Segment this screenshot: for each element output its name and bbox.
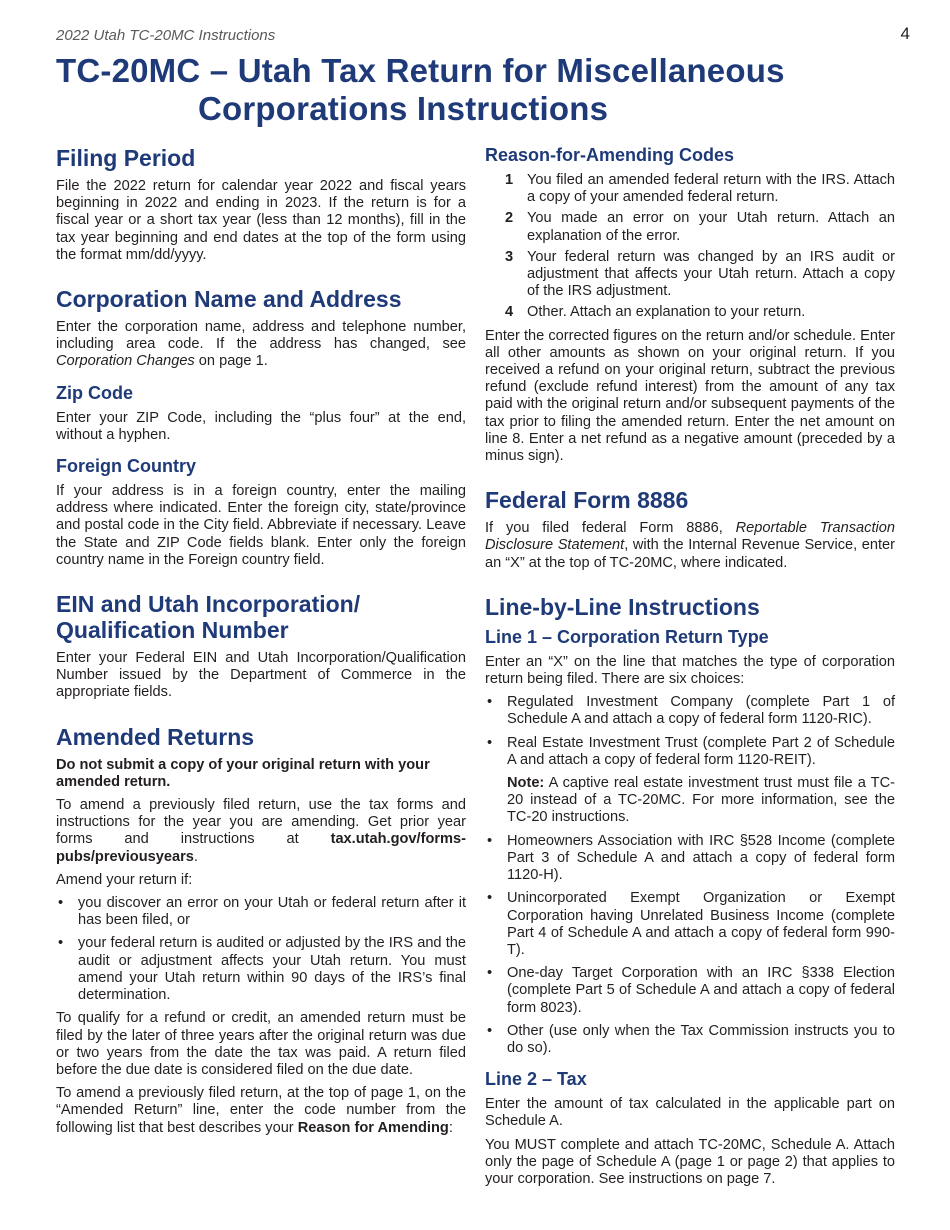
code-item	[505, 249, 895, 301]
codes-text: Enter the corrected figures on the return and/or schedule. Enter all other amounts as shown on your original return. If you received a refund on your original return, subtract the previous refund (exclude refund interest) from the amount of any tax paid with the original return and/or subsequent payments of the tax prior to filing the amended return. Enter the net amount on line 8. Enter a net refund as a negative amount (preceded by a minus sign).	[485, 327, 895, 465]
line1-heading: Line 1 – Corporation Return Type	[485, 626, 769, 647]
note-label: Note:	[507, 775, 545, 792]
form8886-heading: Federal Form 8886	[485, 487, 689, 514]
list-item: • One-day Target Corporation with an IRC §338 Election (complete Part 5 of Schedule A and attach a copy of federal form 8023).	[485, 965, 895, 1017]
list-item: • you discover an error on your Utah or federal return after it has been filed, or	[56, 895, 466, 929]
list-item: • Real Estate Investment Trust (complete Part 2 of Schedule A and attach a copy of federal form 1120-REIT).	[485, 735, 895, 769]
title-line-2: Corporations Instructions	[198, 90, 609, 127]
ein-heading-line-1: EIN and Utah Incorporation/	[56, 591, 361, 618]
corp-changes-ref: Corporation Changes	[56, 353, 195, 370]
amend-if-text: Amend your return if:	[56, 871, 193, 888]
code-text: You made an error on your Utah return. Attach an explanation of the error.	[527, 210, 895, 244]
filing-period-text: File the 2022 return for calendar year 2022 and fiscal years beginning in 2022 and ending in 2023. If the return is for a fiscal year or a short tax year (less than 12 months), fill in the tax year beginning and end dates at the top of the form using the format mm/dd/yyyy.	[56, 178, 466, 263]
list-item: • Homeowners Association with IRC §528 Income (complete Part 3 of Schedule A and attach a copy of federal form 1120-H).	[485, 833, 895, 885]
line2-text-2: You MUST complete and attach TC-20MC, Schedule A. Attach only the page of Schedule A (page 1 or page 2) that applies to your corporation. See instructions on page 7.	[485, 1136, 895, 1187]
form8886-text	[485, 520, 895, 572]
foreign-text: If your address is in a foreign country, enter the mailing address where indicated. Enter the foreign city, state/province and postal code in the City field. Abbreviate if necessary. Leave the State and ZIP Code fields blank. Enter only the foreign country name in the Foreign country field.	[56, 483, 466, 568]
code-item	[505, 304, 895, 321]
zip-heading: Zip Code	[56, 382, 133, 403]
list-item: • your federal return is audited or adjusted by the IRS and the audit or adjustment affects your Utah return. You must amend your Utah return within 90 days of the IRS’s final determination.	[56, 935, 466, 1004]
code-text: You filed an amended federal return with the IRS. Attach a copy of your amended federal return.	[527, 172, 895, 206]
zip-text: Enter your ZIP Code, including the “plus four” at the end, without a hyphen.	[56, 409, 466, 443]
page-number: 4	[900, 24, 910, 43]
reason-for-amending: Reason for Amending	[297, 1119, 449, 1136]
running-head: 2022 Utah TC-20MC Instructions	[56, 27, 276, 44]
amended-heading: Amended Returns	[56, 723, 255, 750]
amended-text-1a: To amend a previously filed return, use the tax forms and instructions for the year you are amending. Get prior year forms and instructions at	[56, 797, 466, 848]
corp-name-text	[56, 319, 466, 371]
code-number: 4	[505, 304, 514, 321]
ein-heading	[56, 591, 466, 643]
amended-text-2: To qualify for a refund or credit, an amended return must be filed by the later of three years after the original return was due or two years from the date the tax was paid. A return filed before the due date is considered filed on the due date.	[56, 1010, 466, 1078]
code-text: Other. Attach an explanation to your return.	[527, 304, 806, 321]
ein-text: Enter your Federal EIN and Utah Incorporation/Qualification Number issued by the Department of Commerce in the appropriate fields.	[56, 650, 466, 701]
code-number: 2	[505, 210, 514, 227]
amend-if-list	[56, 895, 466, 1004]
corp-name-heading: Corporation Name and Address	[56, 286, 402, 313]
amended-text-3a: To amend a previously filed return, at the top of page 1, on the “Amended Return” line, enter the code number from the following list that best describes your	[56, 1085, 466, 1136]
filing-period-heading: Filing Period	[56, 145, 196, 171]
codes-heading: Reason-for-Amending Codes	[485, 145, 735, 165]
code-item	[505, 172, 895, 206]
foreign-heading: Foreign Country	[56, 456, 196, 477]
line2-text-1: Enter the amount of tax calculated in the applicable part on Schedule A.	[485, 1096, 895, 1130]
codes-list	[485, 172, 895, 322]
amended-text-3b: :	[448, 1119, 453, 1136]
right-column	[485, 140, 895, 1194]
previous-years-link[interactable]: tax.utah.gov/forms-pubs/previousyears	[56, 831, 466, 865]
amended-text-1	[56, 797, 466, 866]
code-number: 3	[505, 248, 514, 265]
corp-name-text-a: Enter the corporation name, address and telephone number, including area code. If the address has changed, see	[56, 319, 466, 353]
form8886-text-a: If you filed federal Form 8886,	[485, 520, 736, 537]
code-item	[505, 210, 895, 244]
title-line-1: TC-20MC – Utah Tax Return for Miscellaneous	[56, 52, 785, 89]
amended-text-1b: .	[193, 848, 198, 865]
list-item: • Other (use only when the Tax Commission instructs you to do so).	[485, 1023, 895, 1057]
page-title	[56, 52, 916, 128]
return-type-list	[485, 694, 895, 769]
form8886-title: Reportable Transaction Disclosure Statement	[485, 520, 895, 554]
list-item: • Regulated Investment Company (complete Part 1 of Schedule A and attach a copy of federal form 1120-RIC).	[485, 694, 895, 728]
ein-heading-line-2: Qualification Number	[56, 617, 289, 644]
lbl-heading: Line-by-Line Instructions	[485, 593, 760, 620]
amended-text-3	[56, 1085, 466, 1137]
return-type-list-rest	[485, 833, 895, 1057]
note-text: A captive real estate investment trust must file a TC-20 instead of a TC-20MC. For more information, see the TC-20 instructions.	[507, 775, 895, 826]
code-number: 1	[505, 172, 514, 188]
left-column	[56, 140, 466, 1143]
code-text: Your federal return was changed by an IRS audit or adjustment that affects your Utah return. Attach a copy of the IRS adjustment.	[527, 248, 895, 300]
list-item: • Unincorporated Exempt Organization or Exempt Corporation having Unrelated Business Income (complete Part 4 of Schedule A and attach a copy of federal form 990-T).	[485, 890, 895, 959]
form8886-text-b: , with the Internal Revenue Service, enter an “X” at the top of TC-20MC, where indicated.	[485, 537, 895, 571]
reit-note	[485, 775, 895, 827]
line2-heading: Line 2 – Tax	[485, 1069, 587, 1090]
line1-text: Enter an “X” on the line that matches the type of corporation return being filed. There are six choices:	[485, 653, 895, 688]
corp-name-text-b: on page 1.	[194, 353, 268, 370]
amended-bold-note: Do not submit a copy of your original return with your amended return.	[56, 756, 430, 790]
